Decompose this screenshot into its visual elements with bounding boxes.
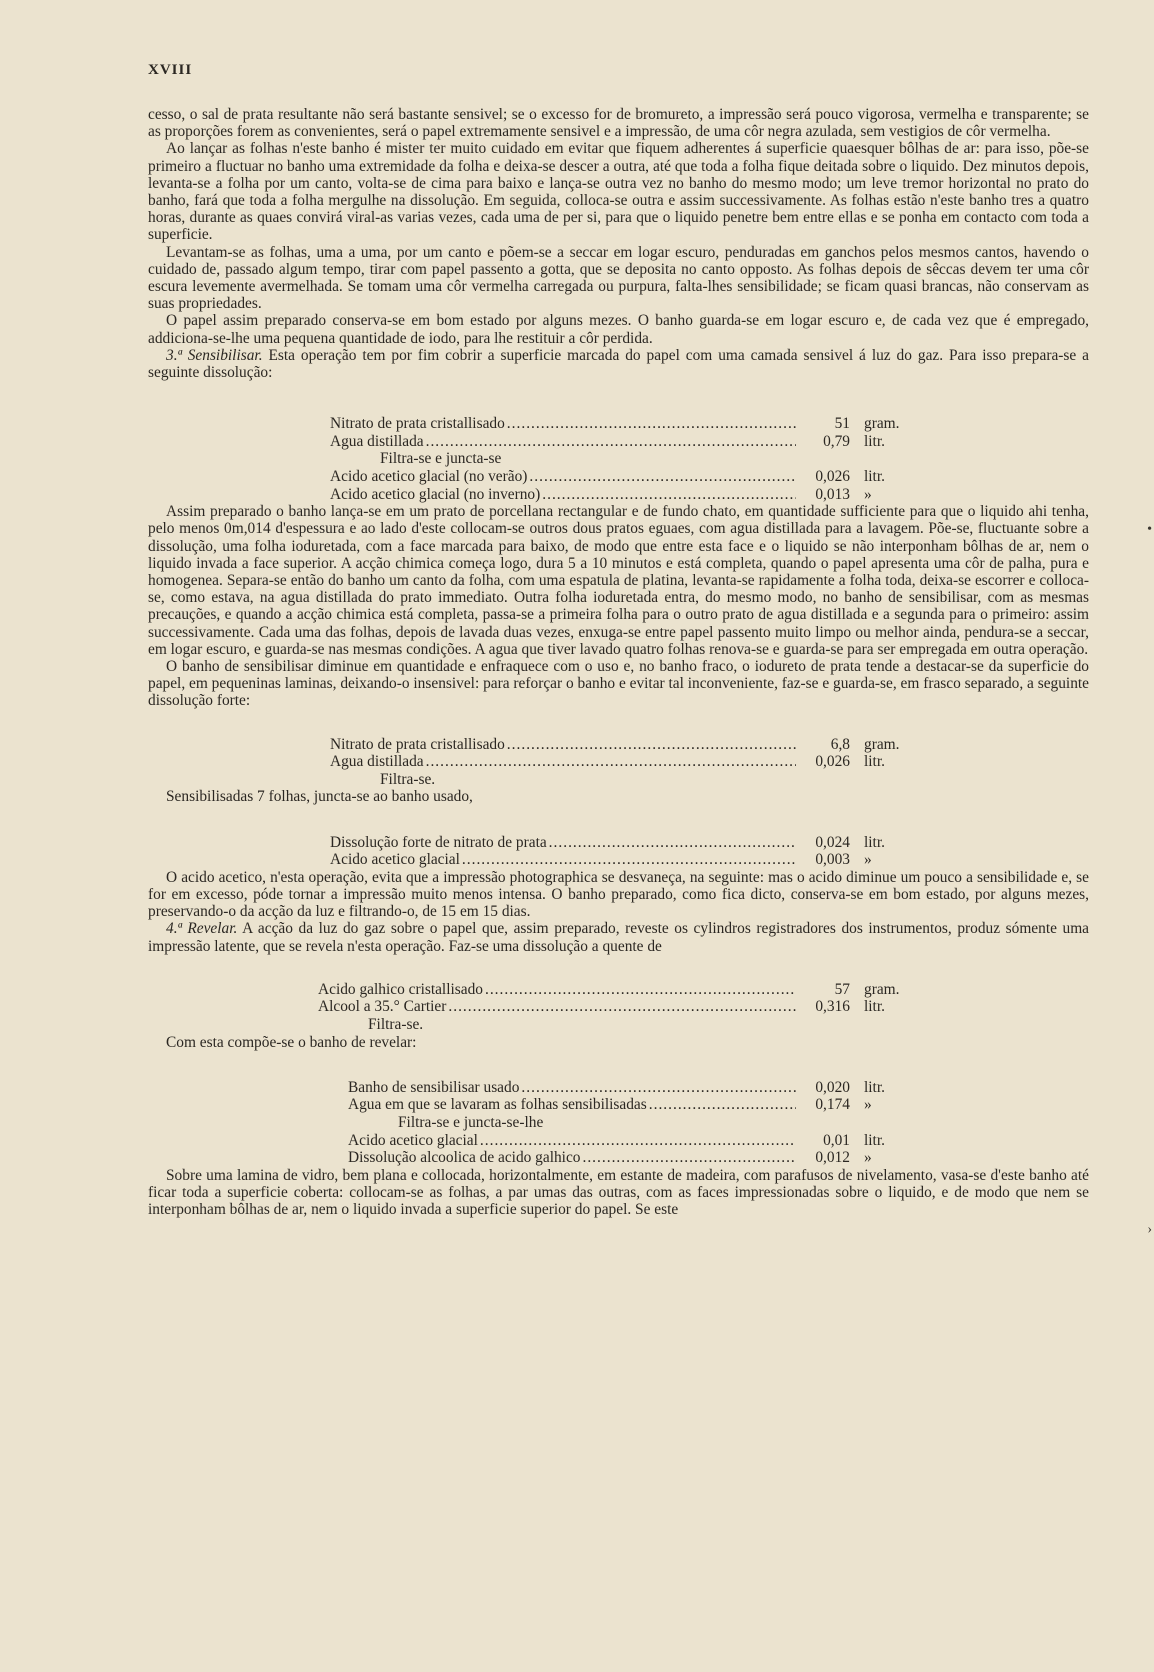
ingredient-qty: 0,174 [815,1096,850,1114]
margin-mark-icon: • [1147,522,1152,537]
section-heading: 3.ª Sensibilisar. [166,346,263,364]
page-body [148,106,1089,1218]
ingredient-qty: 0,79 [823,432,850,450]
ingredient-qty: 0,026 [815,753,850,771]
ingredient-qty: 0,003 [815,851,850,869]
ingredient-unit: gram. [864,415,900,433]
recipe-row [330,834,912,852]
ingredient-unit: » [864,851,872,869]
recipe-note: Filtra-se e juncta-se-lhe [398,1114,544,1132]
ingredient-name: Agua em que se lavaram as folhas sensibilisadas [348,1096,647,1114]
paragraph: Sobre uma lamina de vidro, bem plana e collocada, horizontalmente, em estante de madeira, com parafusos de nivelamento, vasa-se d'este banho até ficar toda a superficie coberta: collocam-se as folhas, a par umas das outras, com as faces impressionadas sobre o liquido, e de modo que nem se interponham bôlhas de ar, nem o liquido invada a superficie superior do papel. Se este [148,1166,1089,1219]
paragraph: Sensibilisadas 7 folhas, juncta-se ao banho usado, [166,788,473,806]
recipe-row [330,415,912,433]
ingredient-unit: litr. [864,468,885,486]
recipe-table [318,981,912,1034]
recipe-note: Filtra-se e juncta-se [380,450,502,468]
page-folio: XVIII [148,62,193,78]
ingredient-qty: 51 [834,415,850,433]
ingredient-qty: 0,026 [815,468,850,486]
paragraph: Assim preparado o banho lança-se em um prato de porcellana rectangular e de fundo chato, em quantidade sufficiente para que o liquido ahi tenha, pelo menos 0m,014 d'espessura e ao lado d'este collocam-se outros dous pratos eguaes, com agua distillada para a lavagem. Põe-se, fluctuante sobre a dissolução, uma folha ioduretada, com a face marcada para baixo, de modo que entre esta face e o liquido se não interponham bôlhas de ar, nem o liquido invada a face superior. A acção chimica começa logo, dura 5 a 10 minutos e está completa, quando o papel apresenta uma côr de palha, pura e homogenea. Separa-se então do banho um canto da folha, com uma espatula de platina, levanta-se rapidamente a folha toda, deixa-se escorrer e colloca-se, como estava, na agua distillada do prato immediato. Outra folha ioduretada entra, do mesmo modo, no banho de sensibilisar, com as mesmas precauções, e quando a acção chimica está completa, passa-se a primeira folha para o outro prato de agua distillada e a segunda para o primeiro: assim successivamente. Cada uma das folhas, depois de lavada duas vezes, enxuga-se entre papel passento muito limpo ou melhor ainda, pendura-se a seccar, em logar escuro, e guarda-se nas mesmas condições. A agua que tiver lavado quatro folhas renova-se e guarda-se para ser empregada em outra operação. [148,503,1089,658]
ingredient-name: Dissolução forte de nitrato de prata [330,833,547,851]
recipe-row [330,468,912,486]
recipe-table [348,1079,912,1167]
paragraph: Levantam-se as folhas, uma a uma, por um canto e põem-se a seccar em logar escuro, penduradas em ganchos pelos mesmos cantos, havendo o cuidado de, passado algum tempo, tirar com papel passento a gotta, que se deposita no canto opposto. As folhas depois de sêccas devem ter uma côr escura levemente avermelhada. Se tomam uma côr vermelha carregada ou purpura, falta-lhes sensibilidade; se ficam quasi brancas, não conservam as suas propriedades. [148,243,1089,313]
paragraph: Com esta compõe-se o banho de revelar: [166,1033,417,1051]
recipe-note: Filtra-se. [380,770,436,788]
ingredient-name: Agua distillada [330,753,424,771]
recipe-row [330,433,912,451]
paragraph [148,347,1089,381]
recipe-note: Filtra-se. [368,1016,424,1034]
recipe-row [330,486,912,504]
ingredient-unit: » [864,1096,872,1114]
ingredient-unit: gram. [864,735,900,753]
ingredient-name: Agua distillada [330,432,424,450]
ingredient-unit: litr. [864,432,885,450]
recipe-table [330,736,912,789]
ingredient-qty: 0,024 [815,833,850,851]
ingredient-qty: 6,8 [830,735,850,753]
ingredient-unit: gram. [864,980,900,998]
recipe-row [330,736,912,754]
margin-mark-icon: › [1147,1222,1152,1237]
recipe-table [330,834,912,869]
recipe-row [330,753,912,771]
recipe-row [348,1132,912,1150]
ingredient-name: Acido acetico glacial (no verão) [330,468,528,486]
ingredient-unit: litr. [864,1131,885,1149]
paragraph-text: A acção da luz do gaz sobre o papel que, assim preparado, reveste os cylindros registradores dos instrumentos, produz sómente uma impressão latente, que se revela n'esta operação. Faz-se uma dissolução a quente de [148,920,1089,955]
paragraph: cesso, o sal de prata resultante não será bastante sensivel; se o excesso for de bromureto, a impressão será pouco vigorosa, vermelha e transparente; se as proporções forem as convenientes, será o papel extremamente sensivel e a impressão, de uma côr negra azulada, sem vestigios de côr vermelha. [148,106,1089,141]
ingredient-name: Nitrato de prata cristallisado [330,735,505,753]
section-heading: 4.ª Revelar. [166,920,238,938]
ingredient-qty: 0,01 [823,1131,850,1149]
ingredient-qty: 0,013 [815,485,850,503]
ingredient-qty: 0,020 [815,1078,850,1096]
paragraph-text: Esta operação tem por fim cobrir a superficie marcada do papel com uma camada sensivel á luz do gaz. Para isso prepara-se a seguinte dissolução: [148,346,1089,382]
ingredient-name: Alcool a 35.° Cartier [318,998,447,1016]
ingredient-unit: » [864,1149,872,1167]
ingredient-unit: litr. [864,753,885,771]
ingredient-name: Acido acetico glacial [330,851,460,869]
recipe-row [318,998,912,1016]
ingredient-name: Nitrato de prata cristallisado [330,415,505,433]
ingredient-name: Banho de sensibilisar usado [348,1078,520,1096]
paragraph: O acido acetico, n'esta operação, evita que a impressão photographica se desvaneça, na seguinte: mas o acido diminue um pouco a sensibilidade e, se for em excesso, póde tornar a impressão muito menos intensa. O banho preparado, como fica dicto, conserva-se em bom estado, por alguns mezes, preservando-o da acção da luz e filtrando-o, de 15 em 15 dias. [148,868,1089,921]
paragraph [148,920,1089,954]
recipe-row [330,851,912,869]
ingredient-name: Dissolução alcoolica de acido galhico [348,1149,581,1167]
recipe-table [330,415,912,503]
ingredient-qty: 57 [834,980,850,998]
ingredient-name: Acido acetico glacial [348,1131,478,1149]
ingredient-name: Acido acetico glacial (no inverno) [330,485,541,503]
ingredient-unit: litr. [864,1078,885,1096]
paragraph: O banho de sensibilisar diminue em quantidade e enfraquece com o uso e, no banho fraco, o iodureto de prata tende a destacar-se da superficie do papel, em pequeninas laminas, deixando-o insensivel: para reforçar o banho e evitar tal inconveniente, faz-se e guarda-se, em frasco separado, a seguinte dissolução forte: [148,658,1089,710]
ingredient-name: Acido galhico cristallisado [318,980,483,998]
ingredient-unit: litr. [864,998,885,1016]
recipe-row [348,1096,912,1114]
ingredient-qty: 0,316 [815,998,850,1016]
ingredient-unit: litr. [864,833,885,851]
ingredient-unit: » [864,485,872,503]
paragraph: O papel assim preparado conserva-se em bom estado por alguns mezes. O banho guarda-se em logar escuro e, de cada vez que é empregado, addiciona-se-lhe uma pequena quantidade de iodo, para lhe restituir a côr perdida. [148,312,1089,347]
ingredient-qty: 0,012 [815,1149,850,1167]
recipe-row [348,1079,912,1097]
paragraph: Ao lançar as folhas n'este banho é mister ter muito cuidado em evitar que fiquem adherentes á superficie quaesquer bôlhas de ar: para isso, põe-se primeiro a fluctuar no banho uma extremidade da folha e deixa-se descer a outra, até que toda a folha fique deitada sobre o liquido. Dez minutos depois, levanta-se a folha por um canto, volta-se de cima para baixo e lança-se outra vez no banho do mesmo modo; um leve tremor horizontal no prato do banho, fará que toda a folha mergulhe na dissolução. Em seguida, colloca-se outra e assim successivamente. As folhas estão n'este banho tres a quatro horas, durante as quaes convirá viral-as varias vezes, cada uma de per si, para que o liquido penetre bem entre ellas e se ponha em contacto com toda a superficie. [148,140,1089,244]
recipe-row [318,981,912,999]
recipe-row [348,1149,912,1167]
